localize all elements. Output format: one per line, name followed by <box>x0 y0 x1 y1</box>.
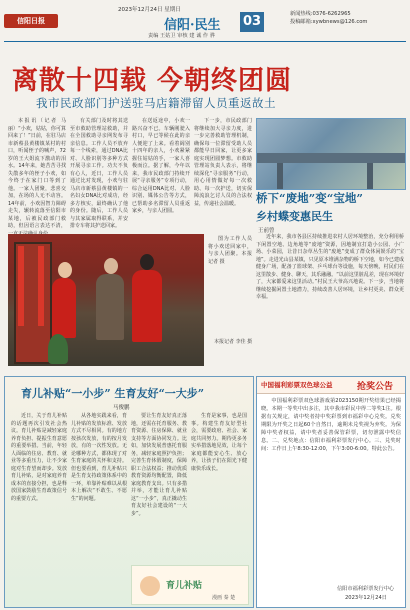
bridge-shape <box>257 153 405 163</box>
page-number: 03 <box>240 12 264 32</box>
commentary-column-3: 要让生育友好真正落地，还需在托育服务、教育资源、住房保障、就业支持等方面协同发力。比如，加快发展普惠托育服务，减轻家庭照护负担；完善生育休假制度，保障职工合法权益；推动优质教育资源均衡配置，降低家庭教育支出。只有多措并举，才能让育儿补贴这“一小步”，真正撬动生育友好社会建设的“一大步”。 <box>131 413 187 517</box>
notice-date: 2023年12月24日 <box>345 595 387 601</box>
lead-column-1: 本报讯（记者 马 丽）“小欢，姑姑，你可算回来了！”日前，在驻马店市新蔡县黄楼镇某村的村口，听闻侄子的喊声，72岁的王大姐流下激动的泪水。14年来，她苦苦寻找失散多年的侄子小欢，如今终于在家门口等到了他。一家人团聚，悲喜交加，在场的人无不动容。14年前，小欢因智力障碍走失，辗转流落至信阳市某地，后被民政部门救助，但因语言表达不清， <box>8 118 66 229</box>
editors-line: 责编 王姑卫 审核 建 诚 作 骅 <box>148 33 215 39</box>
photo-couplet-right <box>38 246 44 326</box>
photo-person-brown <box>96 274 124 340</box>
side-story-body: 近年来，我市各县区持续推进农村人居环境整治，充分利用桥下闲置空地、边角地等“废地”资源，因地制宜打造小公园、小广场、小菜园，让昔日杂草丛生的“废地”变成了群众休闲娱乐的“宝地”。走进光山县某镇，只见原本堆满杂物的桥下空地，如今已建成健身广场，配备了篮球架、乒乓球台等设施，每天傍晚，村民们在这里散步、健身、聊天，其乐融融。“以前这里脏乱差，现在环境好了，大家都爱来这里活动。”村民王大爷高兴地说。下一步，当地将继续挖掘闲置土地潜力，持续改善人居环境，让乡村更美、群众更幸福。 <box>256 234 404 300</box>
lead-column-2: 有关部门及时将其送至市救助管理站救助，并在全国救助寻亲网发布寻亲信息。工作人员不放弃每一个线索，通过DNA比对、人脸识别等多种方式开展寻亲工作。功夫不负有心人，近日，工作人员通过比对发现，小欢与驻马店市新蔡县黄楼镇的一名妇女DNA比对成功，经多方核实，最终确认了他的身份。随后，工作人员与其家属取得联系，并安排专车将其护送回家。 <box>70 118 128 229</box>
commentary-column-2: 从各地实践来看，育儿补贴的发放标准、发放方式不尽相同。有的地方按孩次发放，有的按月发放，有的一次性发放。无论哪种方式，都体现了对生育家庭的关怀和支持。但也要看到，育儿补贴只是生育支持政策体系中的一环，单靠补贴难以从根本上解决“不敢生、不愿生”的问题。 <box>71 413 127 502</box>
photo-caption: 图为工作人员将小欢送回家中，与亲人团聚。本报记者 摄 <box>208 236 252 265</box>
side-story-author: 王前曾 <box>258 228 275 234</box>
photo-head <box>58 262 72 278</box>
commentary-title: 育儿补贴“一小步” 生育友好“一大步” <box>21 387 205 400</box>
hotline-line2: 投稿邮箱:xywbnews@126.com <box>290 19 368 25</box>
photo-credit: 本报记者 李佳 摄 <box>214 339 253 345</box>
page-header <box>0 0 410 42</box>
photo-person-red <box>52 278 76 338</box>
issue-date: 2023年12月24日 星期日 <box>118 7 181 13</box>
commentary-column-4: 生育是家事，也是国事。构建生育友好型社会，需要政府、社会、家庭共同努力。期待更多务实举措落地见效，让每个家庭都能安心生、放心养，让孩子们在阳光下健康快乐成长。 <box>191 413 247 472</box>
newspaper-logo: 信阳日报 <box>4 14 58 28</box>
notice-title-bar <box>257 377 405 394</box>
notice-org: 信阳市福利彩票发行中心 <box>337 586 395 592</box>
commentary-box <box>4 376 254 608</box>
bridge-pillar <box>367 163 373 189</box>
side-story-title-2: 乡村蝶变惠民生 <box>256 210 333 223</box>
hotline-info <box>290 10 367 26</box>
photo-person-red-vest <box>132 270 162 342</box>
notice-title: 中国福利彩票双色球公益 <box>261 381 333 389</box>
side-story-title-1: 桥下“废地”变“宝地” <box>256 191 363 205</box>
lead-subhead: 我市民政部门护送驻马店籍滞留人员重返故土 <box>36 96 276 110</box>
lead-headline: 离散十四载 今朝终团圆 <box>12 66 293 96</box>
lottery-notice <box>256 376 406 608</box>
notice-title-right: 抢奖公告 <box>357 382 394 392</box>
side-story-photo <box>256 118 406 190</box>
cartoon-label: 育儿补贴 <box>166 581 203 591</box>
cartoon-figure <box>140 576 160 596</box>
lead-photo <box>8 234 204 366</box>
bridge-pillar <box>277 163 283 189</box>
commentary-author: 马俊鹏 <box>113 405 130 411</box>
cartoon-credit: 漫画 秦 楚 <box>212 595 236 601</box>
photo-couplet-left <box>18 246 24 326</box>
photo-plant <box>48 334 68 364</box>
commentary-cartoon <box>131 565 249 605</box>
lead-column-4: 下一步，市民政部门将继续加大寻亲力度，进一步完善救助管理机制，确保每一位滞留受助人员都能早日回家，让更多家庭实现团圆梦想。市救助管理站负责人表示，将继续深化“寻亲服务”行动，用心用情做好每一次救助、每一次护送，切实保障流浪乞讨人员的合法权益，传递社会温暖。 <box>194 118 252 207</box>
hotline-line1: 新闻热线:0376-6262965 <box>290 11 351 17</box>
section-title: 信阳·民生 <box>164 18 221 33</box>
photo-head <box>140 254 154 270</box>
header-rule <box>4 41 406 42</box>
notice-body: 中国福利彩票双色球游戏第2023150期开奖结果已经揭晓。本期一等奖中出多注，其中我市彩民中得二等奖1注。根据有关规定，请中奖者持中奖彩票到市福彩中心兑奖。兑奖期限为开奖之日起60个自然日，逾期未兑奖视为弃奖。为保障中奖者权益，请中奖者妥善保管彩票，切勿泄露中奖信息。二、兑奖地点：信阳市福利彩票发行中心。三、兑奖时间：工作日上午8:30-12:00，下午3:00-6:00。特此公告。 <box>261 398 401 452</box>
photo-head <box>104 258 118 274</box>
lead-column-3: 在送返途中，小欢一路兴奋不已。车辆刚驶入村口，早已等候在此的亲人便迎了上来。看着阔别十四年的亲人，小欢紧紧握住姑姑的手，一家人喜极而泣。据了解，今年以来，我市民政部门持续开展“寻亲服务”专项行动，综合运用DNA比对、人脸识别、媒体公告等方式，已帮助多名滞留人员重返家乡，与亲人团圆。 <box>132 118 190 214</box>
commentary-column-1: 近日，关于育儿补贴的话题再次引发社会热议。育儿补贴是减轻家庭养育负担、提振生育意愿的重要举措。当前，年轻人面临的住房、教育、就业等多重压力，让不少家庭对生育望而却步。发放育儿补贴，是对家庭养育成本的直接分担，也是释放国家鼓励生育政策信号的重要方式。 <box>11 413 67 502</box>
